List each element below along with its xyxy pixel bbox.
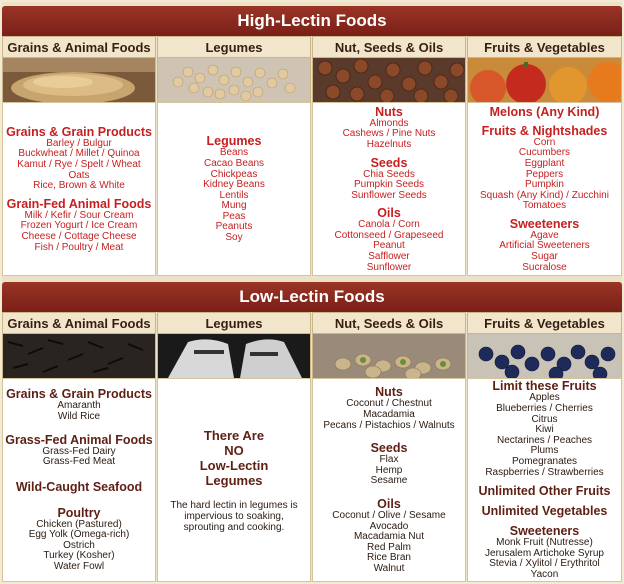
low-unlimited-vegetables-group	[482, 498, 608, 518]
list-item: Plums	[530, 445, 559, 457]
list-item: Monk Fruit (Nutresse)	[496, 537, 593, 549]
high-grain-fed-group	[7, 192, 152, 253]
group-heading: Unlimited Vegetables	[481, 504, 608, 519]
list-item: Kiwi	[535, 424, 554, 436]
list-item: Chickpeas	[210, 168, 258, 180]
list-item: Barley / Bulgur	[46, 137, 112, 149]
note-line: The hard lectin in legumes is	[170, 499, 298, 511]
group-heading: Unlimited Other Fruits	[478, 484, 611, 499]
high-melons-group	[490, 105, 600, 119]
list-item: Fish / Poultry / Meat	[34, 241, 124, 253]
low-header-legumes: Legumes	[157, 312, 311, 334]
list-item: Red Palm	[367, 541, 411, 553]
list-item: Peppers	[525, 168, 564, 180]
low-grains-group	[6, 387, 152, 422]
list-item: Walnut	[373, 562, 405, 574]
group-heading: Grains & Grain Products	[6, 387, 152, 402]
note-line: impervious to soaking,	[184, 510, 284, 522]
low-seafood-group	[16, 468, 142, 494]
list-item: Buckwheat / Millet / Quinoa	[18, 148, 140, 160]
list-item: Pecans / Pistachios / Walnuts	[323, 419, 455, 431]
list-item: Rice, Brown & White	[33, 180, 125, 192]
no-legumes-message	[200, 428, 269, 488]
list-item: Pumpkin	[525, 179, 564, 191]
chickpeas-photo	[157, 58, 311, 102]
low-lectin-title: Low-Lectin Foods	[239, 287, 385, 306]
high-grains-cell	[2, 102, 156, 276]
pistachios-photo	[312, 334, 466, 378]
list-item: Apples	[529, 392, 560, 404]
list-item: Cashews / Pine Nuts	[342, 128, 436, 140]
list-item: Canola / Corn	[358, 219, 420, 231]
list-item: Lentils	[219, 189, 249, 201]
low-sweeteners-group	[485, 518, 604, 580]
list-item: Coconut / Olive / Sesame	[332, 510, 446, 521]
list-item: Cottonseed / Grapeseed	[334, 229, 444, 241]
low-nuts-group	[323, 385, 454, 431]
list-item: Coconut / Chestnut	[346, 398, 432, 410]
group-heading: Oils	[377, 206, 401, 221]
list-item: Raspberries / Strawberries	[485, 466, 604, 478]
high-lectin-banner	[2, 6, 622, 36]
group-heading: Seeds	[370, 155, 408, 170]
list-item: Beans	[219, 147, 249, 159]
list-item: Sugar	[531, 251, 558, 263]
list-item: Flax	[379, 454, 399, 466]
blueberries-photo	[467, 334, 622, 378]
high-header-nuts: Nut, Seeds & Oils	[312, 36, 466, 58]
list-item: Macadamia Nut	[353, 531, 424, 543]
low-header-nuts: Nut, Seeds & Oils	[312, 312, 466, 334]
note-line: sprouting and cooking.	[183, 521, 285, 533]
list-item: Chia Seeds	[363, 168, 415, 180]
list-item: Chicken (Pastured)	[36, 518, 122, 530]
list-item: Water Fowl	[53, 561, 105, 573]
list-item: Kidney Beans	[203, 179, 265, 191]
list-item: Sesame	[370, 475, 408, 487]
list-item: Tomatoes	[522, 200, 567, 212]
list-item: Hazelnuts	[366, 138, 412, 150]
low-seeds-group	[371, 431, 408, 487]
list-item: Amaranth	[57, 400, 101, 412]
group-heading: Grain-Fed Animal Foods	[6, 196, 152, 211]
tomatoes-photo	[467, 58, 622, 102]
group-heading: Fruits & Nightshades	[481, 123, 608, 138]
list-item: Peanut	[373, 240, 405, 252]
list-item: Nectarines / Peaches	[496, 434, 593, 446]
legumes-note	[170, 500, 297, 533]
list-item: Yacon	[530, 568, 559, 580]
message-line: NO	[224, 442, 244, 458]
high-nuts-group	[343, 105, 436, 151]
high-sweeteners-group	[499, 212, 590, 273]
list-item: Citrus	[531, 413, 558, 425]
high-legumes-group	[203, 134, 265, 243]
list-item: Cacao Beans	[203, 157, 265, 169]
list-item: Blueberries / Cherries	[496, 403, 593, 415]
list-item: Cucumbers	[518, 147, 571, 159]
low-grains-cell	[2, 378, 156, 582]
list-item: Turkey (Kosher)	[43, 550, 115, 562]
hazelnuts-photo	[312, 58, 466, 102]
low-poultry-group	[29, 494, 130, 573]
grains-photo	[2, 58, 156, 102]
list-item: Hemp	[375, 464, 403, 476]
list-item: Peas	[222, 210, 246, 222]
high-legumes-cell	[157, 102, 311, 276]
list-item: Peanuts	[215, 221, 253, 233]
group-heading: Sweeteners	[509, 216, 580, 231]
list-item: Milk / Kefir / Sour Cream	[24, 209, 134, 221]
low-header-fruits: Fruits & Vegetables	[467, 312, 622, 334]
list-item: Sunflower	[366, 261, 412, 273]
group-heading: Wild-Caught Seafood	[15, 479, 143, 494]
list-item: Egg Yolk (Omega-rich)	[28, 529, 130, 541]
high-lectin-title: High-Lectin Foods	[237, 11, 387, 30]
list-item: Almonds	[369, 117, 409, 129]
high-fruits-cell	[467, 102, 622, 276]
high-header-legumes: Legumes	[157, 36, 311, 58]
hands-photo	[157, 334, 311, 378]
list-item: Frozen Yogurt / Ice Cream	[20, 220, 138, 232]
list-item: Rice Bran	[367, 552, 411, 564]
low-oils-group	[332, 487, 445, 575]
group-heading: Nuts	[375, 104, 403, 119]
list-item: Safflower	[368, 251, 410, 263]
wild-rice-photo	[2, 334, 156, 378]
list-item: Ostrich	[63, 539, 95, 551]
low-grass-fed-group	[5, 423, 152, 468]
list-item: Mung	[221, 200, 247, 212]
high-nightshades-group	[480, 119, 609, 212]
group-heading: Seeds	[370, 441, 408, 456]
list-item: Cheese / Cottage Cheese	[21, 230, 137, 242]
list-item: Eggplant	[524, 157, 565, 169]
group-heading: Grains & Grain Products	[6, 124, 152, 139]
low-fruits-cell	[467, 378, 622, 582]
list-item: Artificial Sweeteners	[499, 240, 590, 252]
low-lectin-banner	[2, 282, 622, 312]
high-grains-group	[6, 125, 152, 192]
message-line: Legumes	[205, 472, 263, 488]
list-item: Soy	[225, 232, 243, 244]
group-heading: Sweeteners	[509, 524, 580, 539]
list-item: Grass-Fed Dairy	[42, 445, 116, 457]
list-item: Sunflower Seeds	[351, 189, 427, 201]
list-item: Squash (Any Kind) / Zucchini	[480, 189, 609, 201]
list-item: Agave	[530, 229, 559, 241]
lectin-chart	[2, 2, 622, 582]
message-line: Low-Lectin	[199, 457, 269, 473]
list-item: Jerusalem Artichoke Syrup	[485, 547, 604, 559]
list-item: Sucralose	[522, 261, 567, 273]
group-heading: Grass-Fed Animal Foods	[5, 432, 153, 447]
group-heading: Poultry	[57, 505, 101, 520]
group-heading: Legumes	[206, 134, 262, 149]
group-heading: Nuts	[375, 385, 403, 400]
low-header-grains: Grains & Animal Foods	[2, 312, 156, 334]
message-line: There Are	[203, 427, 265, 443]
list-item: Pumpkin Seeds	[353, 179, 425, 191]
low-nuts-cell	[312, 378, 466, 582]
high-seeds-group	[351, 151, 427, 202]
high-header-grains: Grains & Animal Foods	[2, 36, 156, 58]
high-header-fruits: Fruits & Vegetables	[467, 36, 622, 58]
list-item: Kamut / Rye / Spelt / Wheat	[17, 159, 141, 171]
list-item: Oats	[68, 169, 90, 181]
list-item: Wild Rice	[57, 410, 101, 422]
list-item: Corn	[533, 136, 556, 148]
list-item: Macadamia	[363, 409, 415, 421]
low-legumes-cell	[157, 378, 311, 582]
high-nuts-cell	[312, 102, 466, 276]
list-item: Grass-Fed Meat	[42, 456, 116, 468]
group-heading: Melons (Any Kind)	[489, 104, 600, 119]
list-item: Stevia / Xylitol / Erythritol	[489, 558, 600, 570]
low-unlimited-fruits-group	[479, 478, 611, 498]
list-item: Avocado	[369, 520, 409, 532]
high-oils-group	[335, 201, 444, 273]
list-item: Pomegranates	[511, 456, 578, 467]
group-heading: Oils	[377, 497, 401, 511]
low-limit-fruits-group	[485, 379, 603, 478]
group-heading: Limit these Fruits	[492, 379, 597, 394]
